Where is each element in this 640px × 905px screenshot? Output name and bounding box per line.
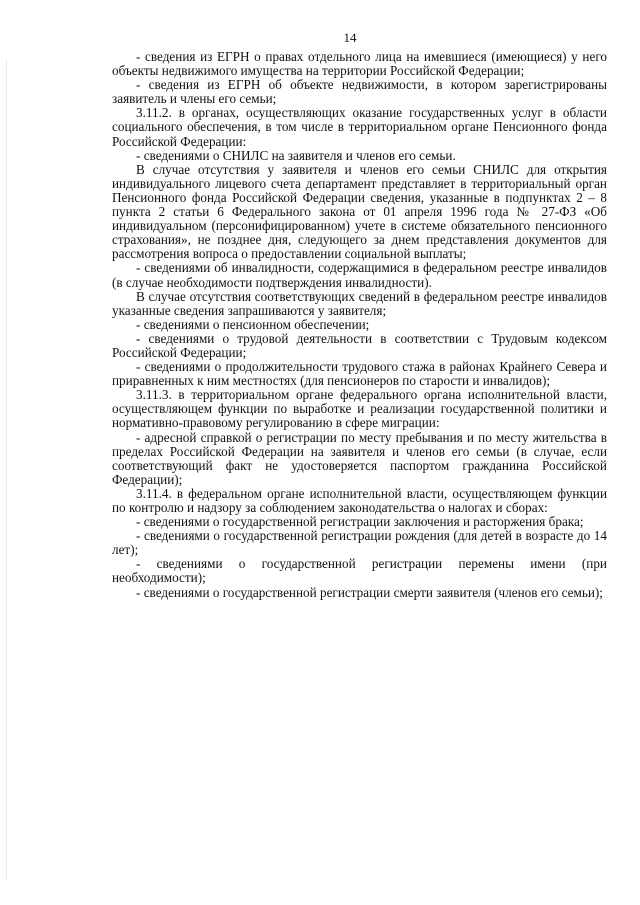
paragraph-address-certificate: - адресной справкой о регистрации по месту пребывания и по месту жительства в пределах Российской Федерации на заявителя и членов его семьи (в случае, если соответствующий факт не удостоверяется паспортом гражданина Российской Федерации); [112,429,607,487]
paragraph-egrn-property: - сведения из ЕГРН об объекте недвижимости, в котором зарегистрированы заявитель и члены его семьи; [112,77,607,107]
scan-edge-artifact [6,60,8,880]
paragraph-birth-registration: - сведениями о государственной регистрации рождения (для детей в возрасте до 14 лет); [112,528,607,558]
paragraph-disability-absence: В случае отсутствия соответствующих сведений в федеральном реестре инвалидов указанные сведения запрашиваются у заявителя; [112,288,607,318]
paragraph-death-registration: - сведениями о государственной регистрации смерти заявителя (членов его семьи); [136,584,603,600]
paragraph-marriage-registration: - сведениями о государственной регистрации заключения и расторжения брака; [136,514,584,530]
page-number: 14 [343,30,357,45]
paragraph-disability: - сведениями об инвалидности, содержащимися в федеральном реестре инвалидов (в случае необходимости подтверждения инвалидности). [112,260,607,290]
paragraph-pension: - сведениями о пенсионном обеспечении; [136,316,370,332]
paragraph-labor-activity: - сведениями о трудовой деятельности в соответствии с Трудовым кодексом Российской Федерации; [112,330,607,360]
paragraph-section-3-11-3: 3.11.3. в территориальном органе федерального органа исполнительной власти, осуществляющем функции по выработке и реализации государственной политики и нормативно-правовому регулированию в сфере миграции: [112,387,607,431]
paragraph-section-3-11-2: 3.11.2. в органах, осуществляющих оказание государственных услуг в области социального обеспечения, в том числе в территориальном органе Пенсионного фонда Российской Федерации: [112,105,607,149]
paragraph-egrn-rights: - сведения из ЕГРН о правах отдельного лица на имевшиеся (имеющиеся) у него объекты недвижимого имущества на территории Российской Федерации; [112,49,607,79]
paragraph-snils: - сведениями о СНИЛС на заявителя и членов его семьи. [136,147,456,163]
paragraph-northern-service: - сведениями о продолжительности трудового стажа в районах Крайнего Севера и приравненных к ним местностях (для пенсионеров по старости и инвалидов); [112,359,607,389]
paragraph-name-change-registration: - сведениями о государственной регистрации перемены имени (при необходимости); [112,556,607,586]
paragraph-snils-absence: В случае отсутствия у заявителя и членов его семьи СНИЛС для открытия индивидуального лицевого счета департамент представляет в территориальный орган Пенсионного фонда Российской Федерации сведения, указанные в подпунктах 2 – 8 пункта 2 статьи 6 Федерального закона от 01 апреля 1996 года № 27-ФЗ «Об индивидуальном (персонифицированном) учете в системе обязательного пенсионного страхования», не позднее дня, следующего за днем представления документов для рассмотрения вопроса о предоставлении социальной выплаты; [112,161,607,262]
document-body [112,50,607,600]
paragraph-section-3-11-4: 3.11.4. в федеральном органе исполнительной власти, осуществляющем функции по контролю и надзору за соблюдением законодательства о налогах и сборах: [112,485,607,515]
